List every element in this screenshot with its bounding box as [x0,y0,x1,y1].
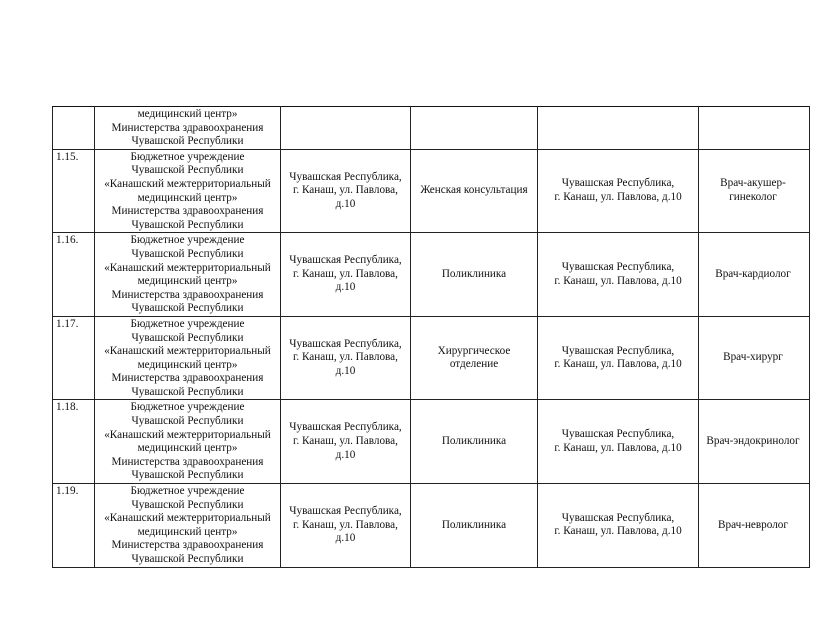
row-number-cell [53,107,95,150]
organization-line: Министерства здравоохранения [111,539,264,552]
address-line: д.10 [335,532,356,545]
unit-address-cell [538,149,699,233]
unit-address-line: Чувашская Республика, [561,344,675,357]
address-cell [281,233,411,317]
organization-line: Министерства здравоохранения [111,288,264,301]
table-row [53,233,810,317]
organization-line: Чувашской Республики [131,302,244,315]
organization-line: Министерства здравоохранения [111,205,264,218]
unit-address-line: г. Канаш, ул. Павлова, д.10 [554,274,682,287]
unit-line: Хирургическое [437,344,511,357]
organization-line: Чувашской Республики [131,469,244,482]
organization-line: «Канашский межтерриториальный [104,345,271,358]
organization-line: Министерства здравоохранения [111,372,264,385]
unit-address-line: г. Канаш, ул. Павлова, д.10 [554,191,682,204]
unit-address-line: Чувашская Республика, [561,428,675,441]
address-line: д.10 [335,364,356,377]
organization-line: «Канашский межтерриториальный [104,512,271,525]
unit-address-cell [538,233,699,317]
address-line: д.10 [335,448,356,461]
address-line: г. Канаш, ул. Павлова, [293,267,398,280]
table-row-continued [53,107,810,150]
unit-cell [411,484,538,568]
unit-line: Поликлиника [441,518,507,531]
position-cell [699,400,810,484]
row-number-cell: 1.19. [53,484,95,568]
row-number-cell: 1.15. [53,149,95,233]
organization-cell [95,233,281,317]
organization-line: медицинский центр» [137,442,238,455]
organization-line: Бюджетное учреждение [130,150,245,163]
organization-line: Бюджетное учреждение [130,401,245,414]
organization-line: Чувашской Республики [131,385,244,398]
unit-cell [411,149,538,233]
table-row [53,316,810,400]
row-number-cell: 1.17. [53,316,95,400]
unit-line: Поликлиника [441,267,507,280]
table-row [53,149,810,233]
organization-line: Чувашской Республики [131,553,244,565]
organization-cell [95,484,281,568]
organization-line: медицинский центр» [137,525,238,538]
organization-line: Бюджетное учреждение [130,485,245,498]
organization-line: медицинский центр» [137,275,238,288]
unit-line: Женская консультация [420,184,528,197]
position-line: гинеколог [729,191,777,204]
address-line: Чувашская Республика, [289,504,402,517]
unit-address-line: Чувашская Республика, [561,177,675,190]
address-cell [281,149,411,233]
organization-line: Чувашской Республики [131,498,244,511]
position-line: Врач-кардиолог [715,267,791,280]
position-line: Врач-эндокринолог [706,434,800,447]
organization-cell [95,149,281,233]
address-cell [281,316,411,400]
address-line: Чувашская Республика, [289,170,402,183]
position-line: Врач-акушер- [720,177,786,190]
organization-line: медицинский центр» [137,358,238,371]
unit-address-cell [538,400,699,484]
organization-line: Чувашской Республики [131,415,244,428]
row-number-cell: 1.18. [53,400,95,484]
position-line: Врач-невролог [718,518,788,531]
organization-line: медицинский центр» [137,108,238,120]
address-line: Чувашская Республика, [289,254,402,267]
organization-line: «Канашский межтерриториальный [104,261,271,274]
address-cell [281,400,411,484]
position-line: Врач-хирург [723,351,783,364]
organization-cell [95,400,281,484]
unit-address-cell [538,107,699,150]
address-line: д.10 [335,197,356,210]
organization-line: Чувашской Республики [131,247,244,260]
unit-cell [411,107,538,150]
address-line: Чувашская Республика, [289,337,402,350]
table-row [53,484,810,568]
address-line: г. Канаш, ул. Павлова, [293,351,398,364]
unit-address-line: г. Канаш, ул. Павлова, д.10 [554,525,682,538]
position-cell [699,149,810,233]
position-cell [699,107,810,150]
unit-line: отделение [449,358,499,371]
unit-cell [411,233,538,317]
organization-line: Бюджетное учреждение [130,317,245,330]
unit-address-cell [538,316,699,400]
organization-line: Чувашской Республики [131,135,244,148]
table-body [53,107,810,568]
unit-line: Поликлиника [441,434,507,447]
row-number-cell: 1.16. [53,233,95,317]
address-line: г. Канаш, ул. Павлова, [293,434,398,447]
unit-address-cell [538,484,699,568]
organization-line: Министерства здравоохранения [111,455,264,468]
position-cell [699,233,810,317]
unit-address-line: Чувашская Республика, [561,511,675,524]
unit-address-line: г. Канаш, ул. Павлова, д.10 [554,358,682,371]
unit-address-line: г. Канаш, ул. Павлова, д.10 [554,441,682,454]
unit-cell [411,316,538,400]
organization-line: медицинский центр» [137,191,238,204]
organization-line: Чувашской Республики [131,331,244,344]
organization-line: Министерства здравоохранения [111,121,264,134]
address-line: Чувашская Республика, [289,421,402,434]
table-row [53,400,810,484]
position-cell [699,316,810,400]
position-cell [699,484,810,568]
address-line: г. Канаш, ул. Павлова, [293,518,398,531]
organization-line: «Канашский межтерриториальный [104,428,271,441]
unit-cell [411,400,538,484]
organization-line: Чувашской Республики [131,218,244,231]
address-line: д.10 [335,281,356,294]
unit-address-line: Чувашская Республика, [561,261,675,274]
address-line: г. Канаш, ул. Павлова, [293,184,398,197]
organization-line: Бюджетное учреждение [130,234,245,247]
organization-line: Чувашской Республики [131,164,244,177]
address-cell [281,484,411,568]
medical-positions-table [52,106,810,568]
organization-cell [95,316,281,400]
organization-line: «Канашский межтерриториальный [104,177,271,190]
address-cell [281,107,411,150]
organization-cell [95,107,281,150]
